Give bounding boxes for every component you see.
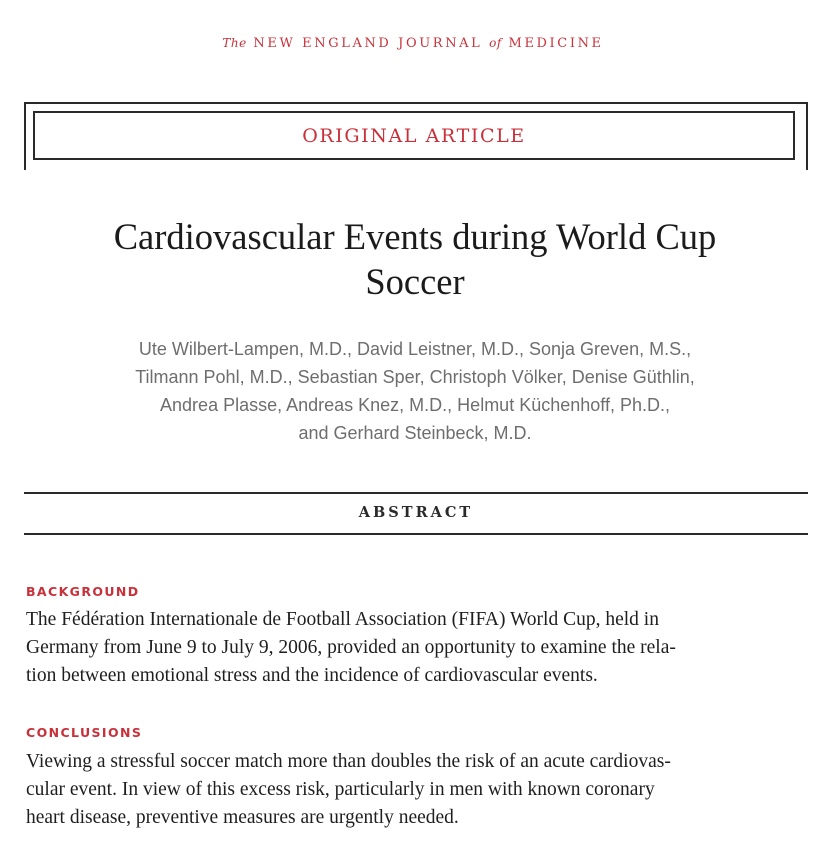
conclusions-line-1: Viewing a stressful soccer match more than doubles the risk of an acute cardiovas-: [26, 751, 671, 772]
conclusions-line-3: heart disease, preventive measures are urgently needed.: [26, 807, 459, 828]
author-line-4: and Gerhard Steinbeck, M.D.: [298, 423, 532, 443]
conclusions-heading: CONCLUSIONS: [26, 725, 143, 740]
background-line-1: The Fédération Internationale de Football Association (FIFA) World Cup, held in: [26, 609, 659, 630]
masthead-the: The: [222, 36, 247, 50]
author-line-2: Tilmann Pohl, M.D., Sebastian Sper, Christoph Völker, Denise Güthlin,: [135, 367, 695, 387]
article-type-box: [33, 111, 795, 160]
journal-masthead: [0, 36, 826, 51]
masthead-of: of: [489, 36, 502, 50]
conclusions-text: [26, 748, 810, 832]
background-heading: BACKGROUND: [26, 584, 140, 599]
masthead-name-part2: MEDICINE: [508, 36, 604, 51]
author-line-1: Ute Wilbert-Lampen, M.D., David Leistner, M.D., Sonja Greven, M.S.,: [138, 339, 692, 359]
abstract-rule-bottom: [24, 533, 808, 535]
article-title: [40, 214, 790, 304]
background-line-3: tion between emotional stress and the incidence of cardiovascular events.: [26, 665, 598, 686]
conclusions-line-2: cular event. In view of this excess risk, particularly in men with known coronary: [26, 779, 655, 800]
author-line-3: Andrea Plasse, Andreas Knez, M.D., Helmut Küchenhoff, Ph.D.,: [160, 395, 670, 415]
article-title-line-2: Soccer: [365, 261, 465, 302]
abstract-heading: ABSTRACT: [358, 504, 474, 521]
article-title-line-1: Cardiovascular Events during World Cup: [113, 216, 717, 257]
author-list: [40, 335, 790, 447]
article-type-label: ORIGINAL ARTICLE: [302, 124, 526, 147]
background-line-2: Germany from June 9 to July 9, 2006, provided an opportunity to examine the rela-: [26, 637, 676, 658]
abstract-rule-top: [24, 492, 808, 494]
masthead-name-part1: NEW ENGLAND JOURNAL: [253, 36, 483, 51]
background-text: [26, 606, 810, 690]
